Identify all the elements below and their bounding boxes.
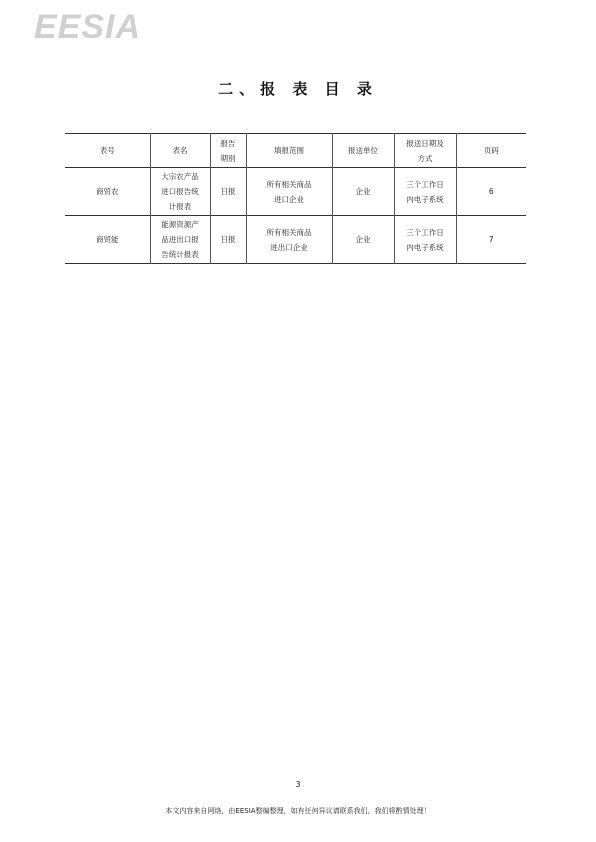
- header-submission-date-method: 报送日期及 方式: [394, 134, 456, 168]
- cell-submitting-unit: 企业: [332, 216, 394, 264]
- header-form-number: 表号: [99, 146, 115, 155]
- page-number: 3: [295, 780, 301, 789]
- cell-form-name: 能源资源产 品进出口报 告统计报表: [150, 216, 210, 264]
- header-reporting-scope: 填报范围: [246, 134, 332, 168]
- footer-disclaimer: 本文内容来自网络，由EESIA整编整理，如有任何异议请联系我们，我们将酌情处理！: [165, 807, 431, 815]
- cell-submitting-unit: 企业: [332, 168, 394, 216]
- cell-form-name: 大宗农产品 进口报告统 计报表: [150, 168, 210, 216]
- header-page-number: 页码: [456, 134, 526, 168]
- cell-submission-date-method: 三个工作日 内电子系统: [394, 168, 456, 216]
- page-title: 二、报 表 目 录: [218, 80, 378, 98]
- cell-form-number: 商贸能: [96, 235, 119, 244]
- table-row: [65, 168, 526, 216]
- header-submitting-unit: 报送单位: [332, 134, 394, 168]
- cell-submission-date-method: 三个工作日 内电子系统: [394, 216, 456, 264]
- report-catalog-table: [65, 133, 526, 264]
- header-report-period: 报告 期别: [210, 134, 246, 168]
- cell-page-number: 7: [456, 216, 526, 264]
- table-row: [65, 216, 526, 264]
- cell-page-number: 6: [456, 168, 526, 216]
- header-form-name: 表名: [150, 134, 210, 168]
- cell-report-period: 日报: [210, 216, 246, 264]
- cell-report-period: 日报: [210, 168, 246, 216]
- cell-form-number: 商贸农: [96, 187, 119, 196]
- eesia-logo: EESIA: [34, 8, 142, 46]
- table-header-row: [65, 134, 526, 168]
- cell-reporting-scope: 所有相关商品 进口企业: [246, 168, 332, 216]
- cell-reporting-scope: 所有相关商品 进出口企业: [246, 216, 332, 264]
